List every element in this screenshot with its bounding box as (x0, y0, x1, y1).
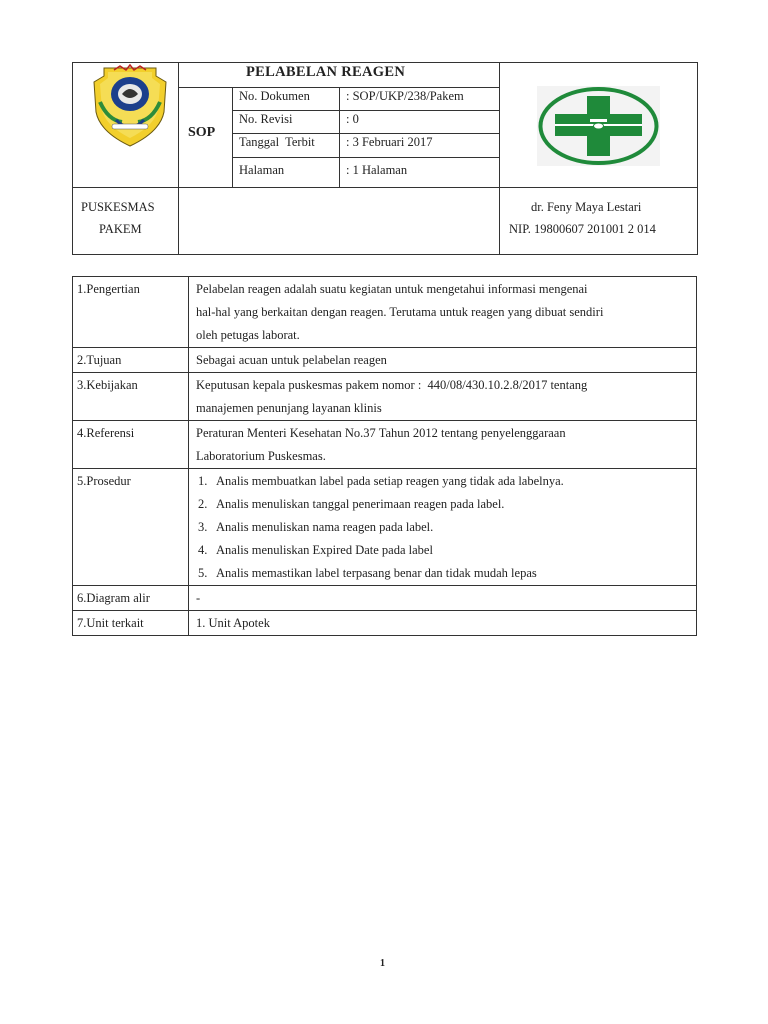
procedure-step-number: 4. (198, 543, 208, 557)
document-title: PELABELAN REAGEN (246, 64, 406, 80)
signer-nip: NIP. 19800607 201001 2 014 (509, 222, 656, 236)
header-divider-1 (178, 62, 179, 255)
procedure-step (196, 562, 692, 585)
org-name-line2: PAKEM (99, 222, 142, 236)
procedure-step (196, 493, 692, 516)
procedure-step-number: 1. (198, 474, 208, 488)
table-row-pengertian (73, 277, 697, 348)
regency-emblem-logo (86, 62, 174, 150)
field-value-no-dokumen: : SOP/UKP/238/Pakem (346, 89, 464, 103)
pengertian-line-2: hal-hal yang berkaitan dengan reagen. Terutama untuk reagen yang dibuat sendiri (196, 305, 604, 319)
table-row-referensi (73, 421, 697, 469)
procedure-step-number: 2. (198, 497, 208, 511)
puskesmas-cross-logo (537, 86, 660, 166)
section-content-referensi (189, 421, 697, 469)
page-number: 1 (380, 958, 385, 969)
section-label-kebijakan: 3.Kebijakan (73, 373, 189, 421)
pengertian-line-3: oleh petugas laborat. (196, 328, 300, 342)
procedure-step-text: Analis menuliskan nama reagen pada label. (216, 520, 434, 534)
procedure-step-number: 3. (198, 520, 208, 534)
section-label-prosedur: 5.Prosedur (73, 469, 189, 586)
field-label-no-dokumen: No. Dokumen (239, 89, 310, 103)
table-row-tujuan (73, 348, 697, 373)
field-col-divider (339, 87, 340, 188)
section-content-kebijakan (189, 373, 697, 421)
procedure-step-text: Analis membuatkan label pada setiap reagen yang tidak ada labelnya. (216, 474, 564, 488)
section-content-prosedur (189, 469, 697, 586)
referensi-line-2: Laboratorium Puskesmas. (196, 449, 326, 463)
header-border-left (72, 62, 73, 255)
section-label-diagram: 6.Diagram alir (73, 586, 189, 611)
pengertian-line-1: Pelabelan reagen adalah suatu kegiatan untuk mengetahui informasi mengenai (196, 282, 588, 296)
sop-divider (232, 87, 233, 188)
procedure-step-text: Analis menuliskan Expired Date pada label (216, 543, 433, 557)
procedure-step-number: 5. (198, 566, 208, 580)
kebijakan-line-1: Keputusan kepala puskesmas pakem nomor : 440/08/430.10.2.8/2017 tentang (196, 378, 588, 392)
field-value-no-revisi: : 0 (346, 112, 359, 126)
procedure-list (196, 470, 692, 585)
table-row-unit (73, 611, 697, 636)
section-label-pengertian: 1.Pengertian (73, 277, 189, 348)
table-row-prosedur (73, 469, 697, 586)
header-border-bottom (72, 254, 698, 255)
kebijakan-line-2: manajemen penunjang layanan klinis (196, 401, 382, 415)
sop-label: SOP (188, 125, 216, 140)
field-divider-2 (232, 133, 500, 134)
procedure-step-text: Analis menuliskan tanggal penerimaan reagen pada label. (216, 497, 505, 511)
section-label-referensi: 4.Referensi (73, 421, 189, 469)
header-divider-2 (499, 62, 500, 255)
procedure-step (196, 539, 692, 562)
org-name-line1: PUSKESMAS (81, 200, 155, 214)
table-row-diagram (73, 586, 697, 611)
section-content-diagram: - (189, 586, 697, 611)
section-content-pengertian (189, 277, 697, 348)
sop-content-table (72, 276, 697, 636)
section-label-tujuan: 2.Tujuan (73, 348, 189, 373)
signer-name: dr. Feny Maya Lestari (531, 200, 642, 214)
header-border-right (697, 62, 698, 255)
referensi-line-1: Peraturan Menteri Kesehatan No.37 Tahun 2012 tentang penyelenggaraan (196, 426, 566, 440)
field-divider-3 (232, 157, 500, 158)
section-label-unit: 7.Unit terkait (73, 611, 189, 636)
procedure-step-text: Analis memastikan label terpasang benar dan tidak mudah lepas (216, 566, 537, 580)
procedure-step (196, 516, 692, 539)
field-value-tanggal-terbit: : 3 Februari 2017 (346, 135, 433, 149)
field-divider-1 (232, 110, 500, 111)
field-label-tanggal-terbit: Tanggal Terbit (239, 135, 315, 149)
field-label-no-revisi: No. Revisi (239, 112, 293, 126)
section-content-unit: 1. Unit Apotek (189, 611, 697, 636)
section-content-tujuan: Sebagai acuan untuk pelabelan reagen (189, 348, 697, 373)
field-value-halaman: : 1 Halaman (346, 163, 408, 177)
field-label-halaman: Halaman (239, 163, 285, 177)
table-row-kebijakan (73, 373, 697, 421)
header-row-divider (72, 187, 698, 188)
procedure-step (196, 470, 692, 493)
